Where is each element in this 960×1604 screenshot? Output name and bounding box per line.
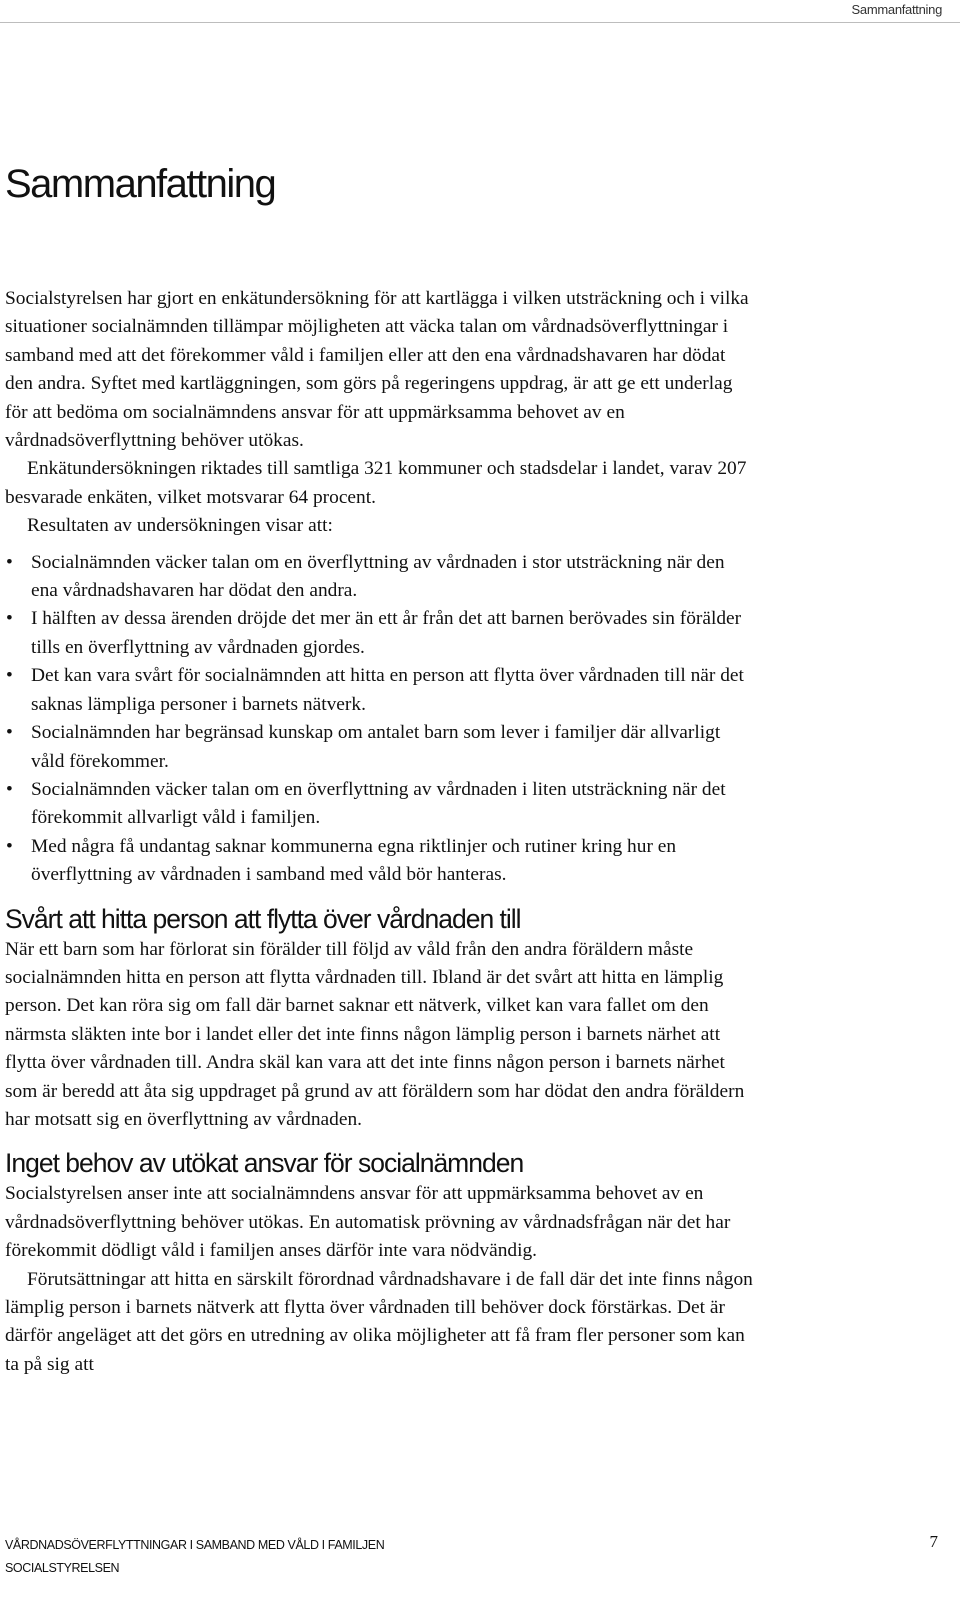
- footer-publisher: SOCIALSTYRELSEN: [5, 1561, 120, 1575]
- section-2-paragraph-2: Förutsättningar att hitta en särskilt förordnad vårdnadshavare i de fall där det inte finns någon lämplig person i barnets nätverk att flytta över vårdnaden till behöver dock förstärkas. Det är därför angeläget att det görs en utredning av olika möjligheter att få fram fler personer som kan ta på sig att: [5, 1268, 753, 1375]
- list-item: [5, 776, 753, 833]
- list-item-text: I hälften av dessa ärenden dröjde det mer än ett år från det att barnen berövades sin förälder tills en överflyttning av vårdnaden gjordes.: [31, 608, 742, 658]
- section-heading-1: Svårt att hitta person att flytta över vårdnaden till: [5, 903, 521, 934]
- page-title: Sammanfattning: [5, 162, 276, 206]
- page-number: 7: [929, 1532, 938, 1551]
- list-item-text: Socialnämnden väcker talan om en överflyttning av vårdnaden i stor utsträckning när den ena vårdnadshavaren har dödat den andra.: [31, 551, 725, 602]
- list-item: [5, 833, 753, 890]
- list-item-text: Med några få undantag saknar kommunerna egna riktlinjer och rutiner kring hur en överflyttning av vårdnaden i samband med våld bör hanteras.: [31, 835, 677, 886]
- list-item: [5, 662, 753, 719]
- bullet-icon: •: [6, 722, 13, 744]
- list-item-text: Socialnämnden har begränsad kunskap om antalet barn som lever i familjer där allvarligt våld förekommer.: [31, 722, 721, 772]
- list-item-text: Socialnämnden väcker talan om en överflyttning av vårdnaden i liten utsträckning när det förekommit allvarligt våld i familjen.: [31, 778, 726, 829]
- intro-paragraph-3: Resultaten av undersökningen visar att:: [27, 515, 333, 537]
- bullet-icon: •: [6, 835, 13, 857]
- list-item: [5, 549, 753, 606]
- footer: [5, 1534, 384, 1580]
- section-1-paragraph: När ett barn som har förlorat sin förälder till följd av våld från den andra föräldern måste socialnämnden hitta en person att flytta vårdnaden till. Ibland är det svårt att hitta en lämplig person. Det kan röra sig om fall där barnet saknar ett nätverk, vilket kan vara fallet om den närmsta släkten inte bor i landet eller det inte finns någon lämplig person i barnets närhet att flytta över vårdnaden till. Andra skäl kan vara att det inte finns någon person i barnets närhet som är beredd att åta sig uppdraget på grund av att föräldern som har dödat den andra föräldern har motsatt sig en överflyttning av vårdnaden.: [5, 938, 745, 1130]
- section-heading-2: Inget behov av utökat ansvar för socialnämnden: [5, 1148, 524, 1179]
- findings-list: [5, 549, 753, 890]
- section-2-paragraph-1: Socialstyrelsen anser inte att socialnämndens ansvar för att uppmärksamma behovet av en vårdnadsöverflyttning behöver utökas. En automatisk prövning av vårdnadsfrågan när det har förekommit dödligt våld i familjen anses därför inte vara nödvändig.: [5, 1183, 731, 1262]
- intro-paragraph-1: Socialstyrelsen har gjort en enkätundersökning för att kartlägga i vilken utsträckning och i vilka situationer socialnämnden tillämpar möjligheten att väcka talan om vårdnadsöverflyttningar i samband med att det förekommer våld i familjen eller att den ena vårdnadshavaren har dödat den andra. Syftet med kartläggningen, som görs på regeringens uppdrag, är att ge ett underlag för att bedöma om socialnämndens ansvar för att uppmärksamma behovet av en vårdnadsöverflyttning behöver utökas.: [5, 288, 749, 452]
- bullet-icon: •: [6, 551, 13, 573]
- header-rule: [0, 22, 960, 23]
- list-item: [5, 719, 753, 776]
- bullet-icon: •: [6, 608, 13, 630]
- main-content: [5, 285, 753, 1379]
- intro-paragraph-2: Enkätundersökningen riktades till samtliga 321 kommuner och stadsdelar i landet, varav 207 besvarade enkäten, vilket motsvarar 64 procent.: [5, 458, 747, 508]
- running-header: Sammanfattning: [851, 2, 942, 17]
- list-item: [5, 605, 753, 662]
- footer-report-title: VÅRDNADSÖVERFLYTTNINGAR I SAMBAND MED VÅLD I FAMILJEN: [5, 1538, 385, 1552]
- bullet-icon: •: [6, 778, 13, 800]
- list-item-text: Det kan vara svårt för socialnämnden att hitta en person att flytta över vårdnaden till när det saknas lämpliga personer i barnets nätverk.: [31, 665, 744, 715]
- bullet-icon: •: [6, 665, 13, 687]
